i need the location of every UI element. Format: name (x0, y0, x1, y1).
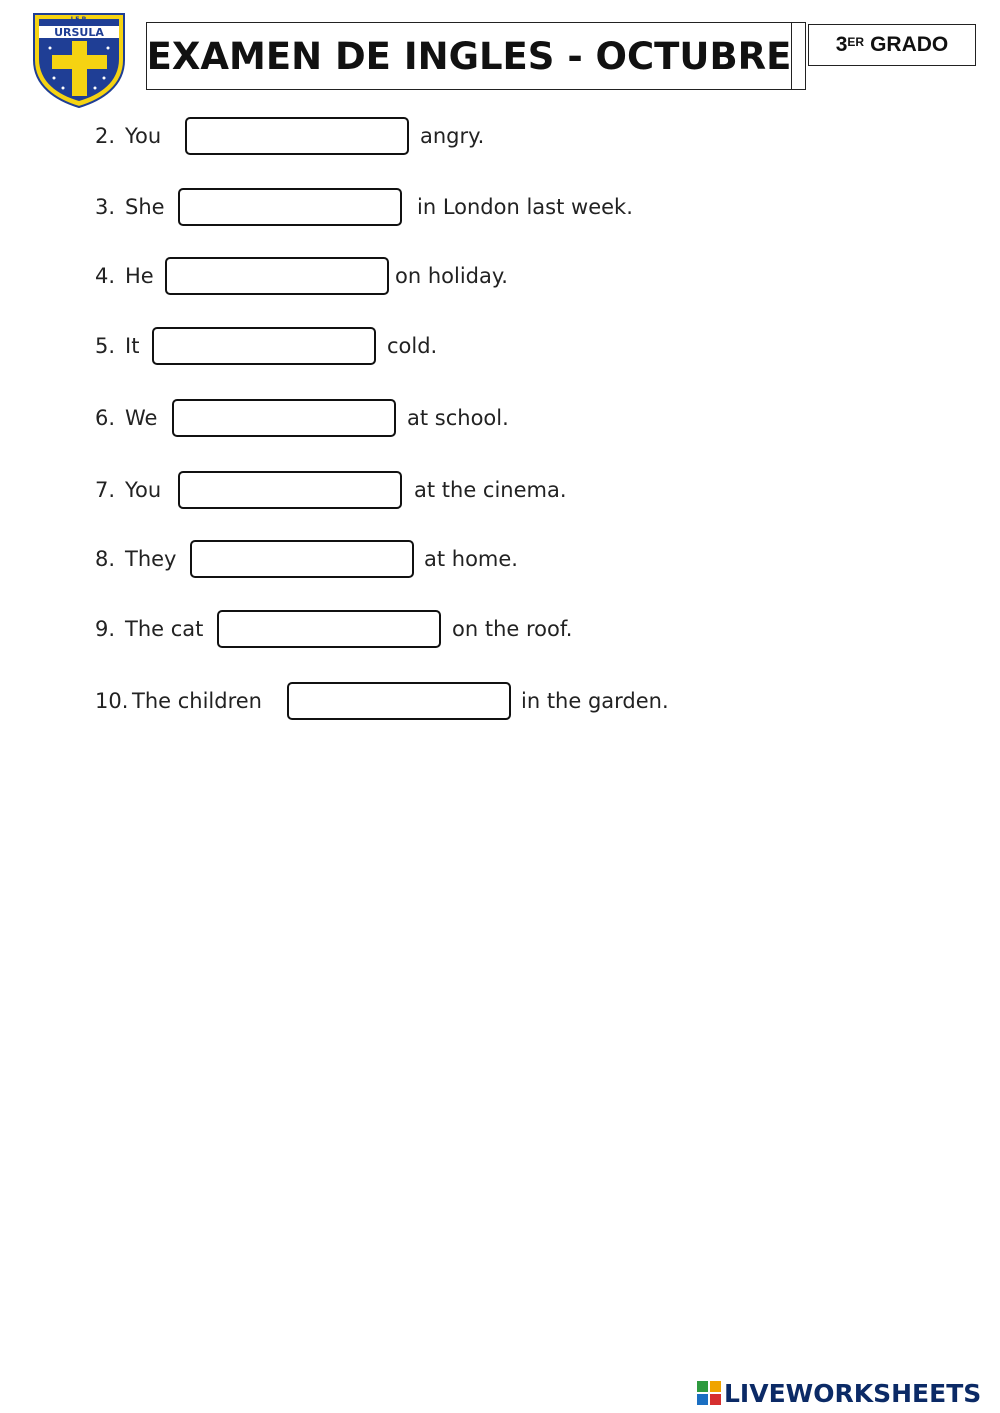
item-rest: at home. (424, 547, 518, 571)
item-number: 7. (95, 478, 116, 502)
exam-title: EXAMEN DE INGLES - OCTUBRE (146, 34, 792, 78)
svg-text:URSULA: URSULA (54, 26, 104, 39)
item-subject: You (125, 478, 162, 502)
item-rest: at school. (407, 406, 509, 430)
item-rest: in London last week. (417, 195, 633, 219)
item-number: 6. (95, 406, 116, 430)
item-subject: They (125, 547, 177, 571)
answer-input-10[interactable] (287, 682, 511, 720)
item-subject: You (125, 124, 162, 148)
liveworksheets-brand (697, 1378, 981, 1408)
school-crest-logo (30, 8, 128, 108)
answer-input-5[interactable] (152, 327, 376, 365)
item-number: 4. (95, 264, 116, 288)
answer-input-7[interactable] (178, 471, 402, 509)
item-subject: The cat (125, 617, 204, 641)
item-subject: We (125, 406, 158, 430)
svg-text:I.E.P.: I.E.P. (70, 16, 88, 23)
item-number: 2. (95, 124, 116, 148)
title-box-shadow (792, 22, 806, 90)
item-rest: on holiday. (395, 264, 508, 288)
item-rest: cold. (387, 334, 438, 358)
item-number: 8. (95, 547, 116, 571)
answer-input-4[interactable] (165, 257, 389, 295)
item-rest: on the roof. (452, 617, 573, 641)
grade-box (808, 24, 976, 66)
item-subject: She (125, 195, 165, 219)
grade-number: 3 (835, 33, 848, 56)
grade-superscript: ER (847, 35, 865, 49)
item-rest: angry. (420, 124, 485, 148)
brand-text: LIVEWORKSHEETS (724, 1378, 982, 1408)
grade-label: GRADO (870, 33, 949, 56)
item-subject: The children (132, 689, 262, 713)
item-subject: It (125, 334, 140, 358)
item-number: 9. (95, 617, 116, 641)
item-number: 10. (95, 689, 129, 713)
liveworksheets-icon (697, 1381, 721, 1405)
item-number: 3. (95, 195, 116, 219)
item-rest: in the garden. (521, 689, 669, 713)
item-rest: at the cinema. (414, 478, 567, 502)
item-subject: He (125, 264, 154, 288)
answer-input-9[interactable] (217, 610, 441, 648)
answer-input-2[interactable] (185, 117, 409, 155)
answer-input-6[interactable] (172, 399, 396, 437)
answer-input-8[interactable] (190, 540, 414, 578)
item-number: 5. (95, 334, 116, 358)
answer-input-3[interactable] (178, 188, 402, 226)
exam-title-box (146, 22, 792, 90)
